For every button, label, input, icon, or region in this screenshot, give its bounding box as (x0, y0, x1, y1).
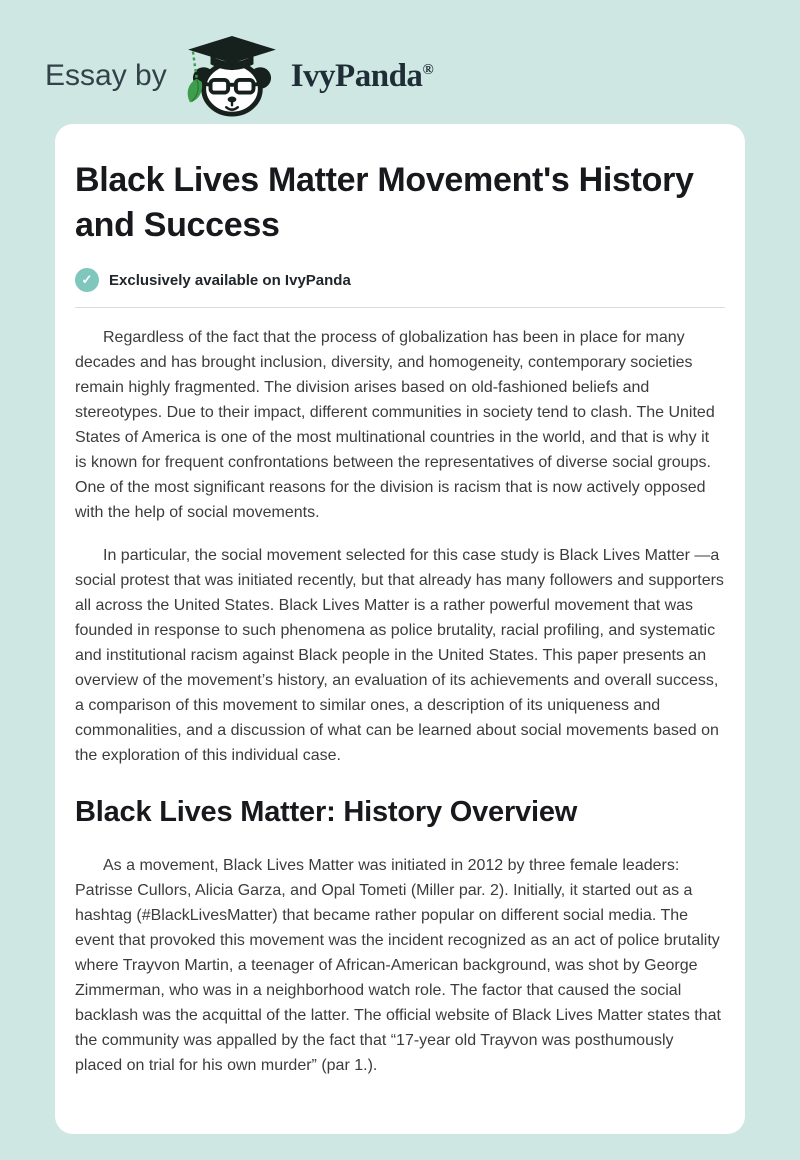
essay-by-label: Essay by (45, 59, 167, 92)
paragraph-case-study: In particular, the social movement selected for this case study is Black Lives Matter —a social protest that was initiated recently, but that already has many followers and supporters all across the United States. Black Lives Matter is a rather powerful movement that was founded in response to such phenomena as police brutality, racial profiling, and systematic and institutional racism against Black people in the United States. This paper presents an overview of the movement’s history, an evaluation of its achievements and overall success, a comparison of this movement to similar ones, a description of its uniqueness and commonalities, and a discussion of what can be learned about social movements based on the exploration of this individual case. (75, 547, 724, 765)
exclusive-badge (75, 268, 725, 292)
paragraph-history: As a movement, Black Lives Matter was initiated in 2012 by three female leaders: Patrisse Cullors, Alicia Garza, and Opal Tometi (Miller par. 2). Initially, it started out as a hashtag (#BlackLivesMatter) that became rather popular on different social media. The event that provoked this movement was the incident recognized as an act of police brutality where Trayvon Martin, a teenager of African-American background, was shot by George Zimmerman, who was in a neighborhood watch role. The factor that caused the social backlash was the acquittal of the latter. The official website of Black Lives Matter states that the community was appalled by the fact that “17-year old Trayvon was posthumously placed on trial for his own murder” (par 1.). (75, 857, 721, 1075)
divider (75, 307, 725, 308)
section-heading-history-overview: Black Lives Matter: History Overview (75, 796, 578, 829)
ivypanda-panda-logo-icon (183, 35, 281, 117)
essay-title: Black Lives Matter Movement's History and Success (75, 161, 694, 245)
brand-name (291, 58, 434, 95)
essay-card (55, 124, 745, 1134)
paragraph-intro: Regardless of the fact that the process of globalization has been in place for many decades and has brought inclusion, diversity, and homogeneity, contemporary societies remain highly fragmented. The division arises based on old-fashioned beliefs and stereotypes. Due to their impact, different communities in society tend to clash. The United States of America is one of the most multinational countries in the world, and that is why it is known for frequent confrontations between the representatives of diverse social groups. One of the most significant reasons for the division is racism that is now actively opposed with the help of social movements. (75, 329, 715, 522)
exclusive-badge-label: Exclusively available on IvyPanda (109, 271, 351, 289)
registered-mark: ® (422, 61, 434, 78)
check-icon: ✓ (75, 268, 99, 292)
brand-text: IvyPanda (290, 57, 423, 94)
site-header (0, 0, 800, 122)
